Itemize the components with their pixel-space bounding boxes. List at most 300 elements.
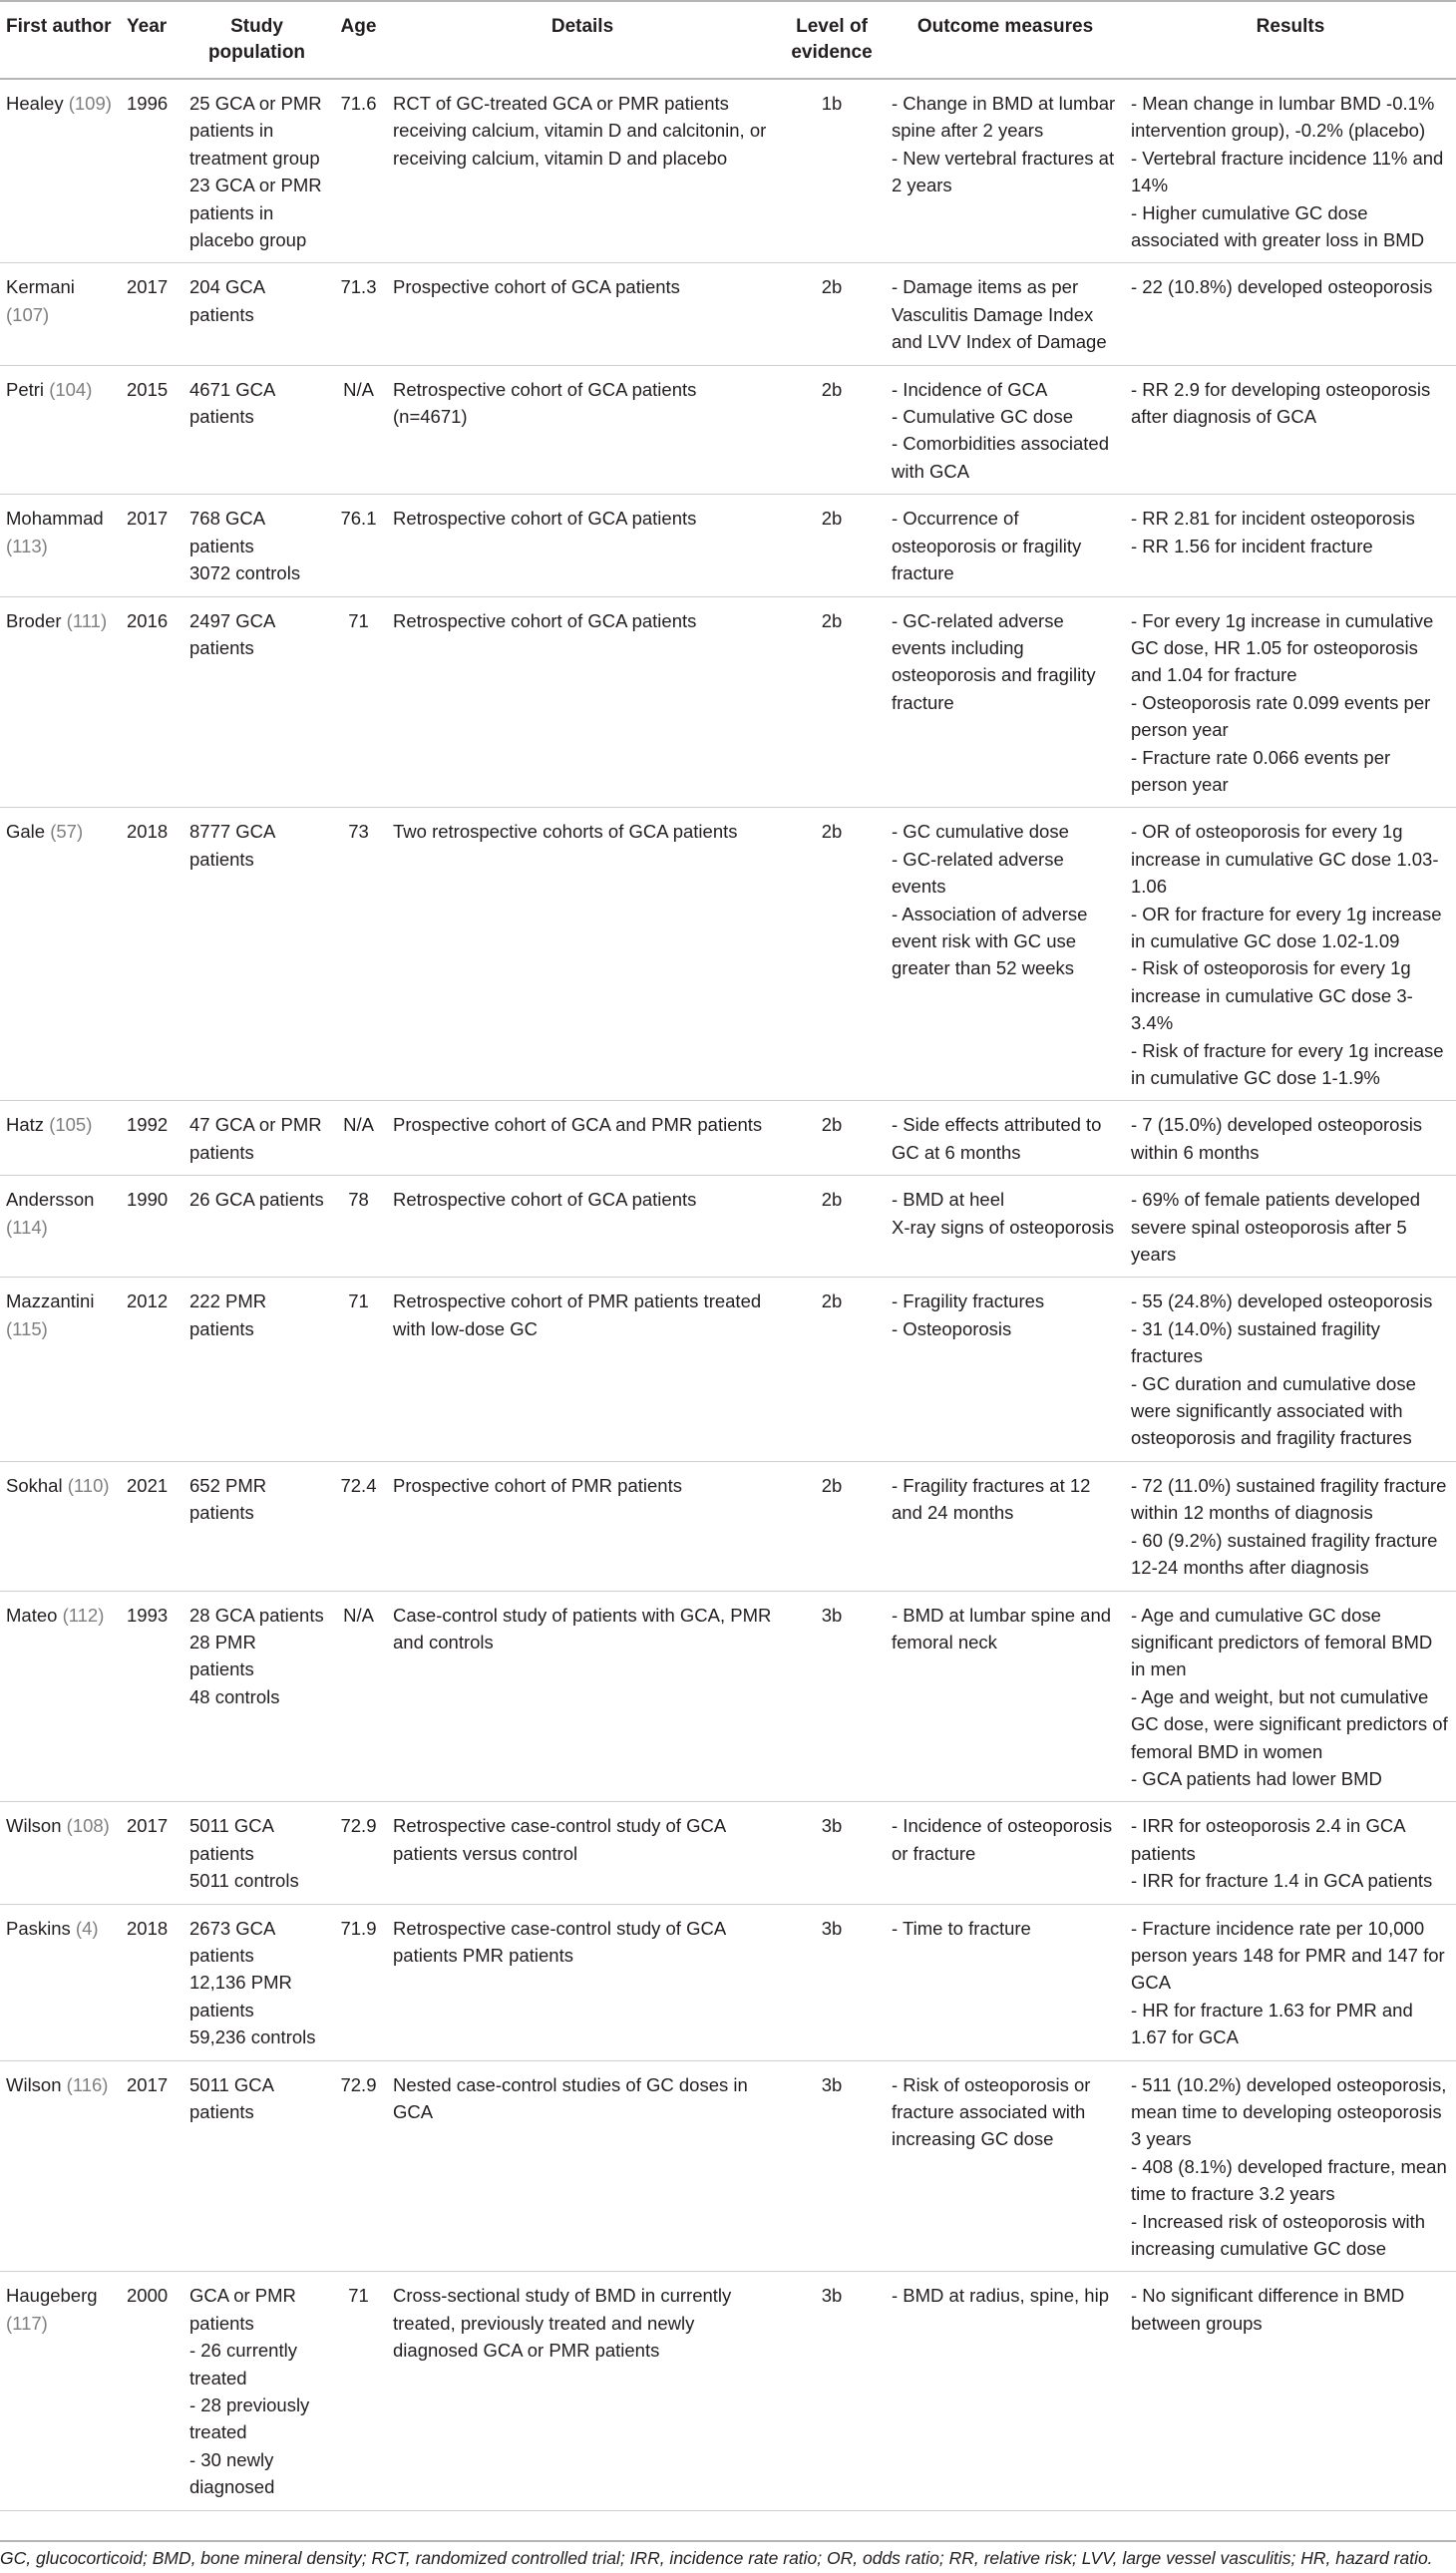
details-text: RCT of GC-treated GCA or PMR patients receiving calcium, vitamin D and calcitonin, or receiving calcium, vitamin D and placebo <box>393 93 767 169</box>
age-cell <box>330 1802 387 1904</box>
author-name: Healey <box>6 93 64 114</box>
first-author-cell <box>0 263 121 365</box>
year-cell <box>121 79 183 263</box>
result-line: - Age and weight, but not cumulative GC dose, were significant predictors of femoral BMD in women <box>1131 1685 1448 1762</box>
outcomes-cell <box>886 79 1125 263</box>
population-cell <box>183 1591 330 1802</box>
results-cell <box>1125 79 1456 263</box>
outcome-line: - Incidence of osteoporosis or fracture <box>892 1815 1113 1864</box>
year-value: 1990 <box>127 1189 169 1211</box>
header-results: Results <box>1125 1 1456 79</box>
year-cell <box>121 365 183 495</box>
outcome-line: - Comorbidities associated with GCA <box>892 433 1109 482</box>
result-line: - Fracture rate 0.066 events per person year <box>1131 746 1391 795</box>
outcome-line: - Side effects attributed to GC at 6 months <box>892 1114 1102 1163</box>
population-line: 8777 GCA patients <box>189 821 275 870</box>
population-line: 12,136 PMR patients <box>189 1972 292 2021</box>
details-text: Prospective cohort of GCA and PMR patients <box>393 1114 763 1136</box>
author-name: Sokhal <box>6 1474 63 1496</box>
results-cell <box>1125 365 1456 495</box>
year-value: 1993 <box>127 1604 169 1626</box>
details-text: Retrospective cohort of GCA patients (n=4671) <box>393 378 697 428</box>
outcomes-cell <box>886 596 1125 808</box>
outcome-line: - Cumulative GC dose <box>892 406 1073 428</box>
outcomes-cell <box>886 1176 1125 1278</box>
author-name: Hatz <box>6 1114 45 1136</box>
details-cell <box>387 2060 778 2272</box>
result-line: - IRR for fracture 1.4 in GCA patients <box>1131 1870 1433 1892</box>
table-row <box>0 1904 1456 2060</box>
results-cell <box>1125 1278 1456 1461</box>
population-line: 4671 GCA patients <box>189 378 275 428</box>
population-cell <box>183 1278 330 1461</box>
year-cell <box>121 1278 183 1461</box>
reference-citation: (116) <box>66 2073 109 2095</box>
outcome-line: X-ray signs of osteoporosis <box>892 1216 1115 1238</box>
population-cell <box>183 365 330 495</box>
results-cell <box>1125 263 1456 365</box>
population-line: 23 GCA or PMR patients in placebo group <box>189 175 322 251</box>
reference-citation: (117) <box>6 2312 48 2334</box>
result-line: - Fracture incidence rate per 10,000 person years 148 for PMR and 147 for GCA <box>1131 1917 1445 1994</box>
population-line: 2497 GCA patients <box>189 609 275 658</box>
year-cell <box>121 1461 183 1591</box>
population-line: 25 GCA or PMR patients in treatment group <box>189 93 322 169</box>
outcome-line: - GC cumulative dose <box>892 821 1069 843</box>
result-line: - RR 1.56 for incident fracture <box>1131 535 1373 556</box>
year-value: 2017 <box>127 2073 169 2095</box>
result-line: - OR of osteoporosis for every 1g increase in cumulative GC dose 1.03-1.06 <box>1131 821 1439 898</box>
outcomes-cell <box>886 495 1125 596</box>
first-author-cell <box>0 1278 121 1461</box>
first-author-cell <box>0 1176 121 1278</box>
first-author-cell <box>0 495 121 596</box>
table-row <box>0 365 1456 495</box>
population-cell <box>183 1461 330 1591</box>
details-text: Prospective cohort of PMR patients <box>393 1474 682 1496</box>
details-text: Cross-sectional study of BMD in currently treated, previously treated and newly diagnosed GCA or PMR patients <box>393 2285 732 2362</box>
year-value: 1996 <box>127 93 169 114</box>
details-cell <box>387 1461 778 1591</box>
age-cell <box>330 2060 387 2272</box>
first-author-cell <box>0 2272 121 2510</box>
year-value: 2000 <box>127 2285 169 2307</box>
population-line: GCA or PMR patients <box>189 2285 296 2334</box>
author-name: Wilson <box>6 1815 62 1837</box>
level-cell <box>778 495 886 596</box>
reference-citation: (110) <box>67 1474 110 1496</box>
reference-citation: (113) <box>6 535 48 556</box>
age-cell <box>330 1461 387 1591</box>
population-cell <box>183 495 330 596</box>
outcome-line: - BMD at heel <box>892 1189 1005 1211</box>
year-value: 2017 <box>127 508 169 530</box>
outcomes-cell <box>886 1461 1125 1591</box>
age-cell <box>330 263 387 365</box>
year-cell <box>121 1802 183 1904</box>
details-text: Retrospective case-control study of GCA patients PMR patients <box>393 1917 726 1966</box>
outcomes-cell <box>886 263 1125 365</box>
first-author-cell <box>0 1591 121 1802</box>
population-cell <box>183 2060 330 2272</box>
details-cell <box>387 596 778 808</box>
population-line: 28 PMR patients <box>189 1631 256 1680</box>
year-value: 2016 <box>127 609 169 631</box>
table-row <box>0 2272 1456 2510</box>
details-cell <box>387 263 778 365</box>
header-year: Year <box>121 1 183 79</box>
table-row <box>0 596 1456 808</box>
details-text: Retrospective case-control study of GCA patients versus control <box>393 1815 726 1864</box>
level-cell <box>778 596 886 808</box>
result-line: - 60 (9.2%) sustained fragility fracture 12-24 months after diagnosis <box>1131 1529 1438 1579</box>
result-line: - 511 (10.2%) developed osteoporosis, mean time to developing osteoporosis 3 years <box>1131 2073 1447 2150</box>
result-line: - Age and cumulative GC dose significant predictors of femoral BMD in men <box>1131 1604 1433 1680</box>
age-cell <box>330 1591 387 1802</box>
table-header-row <box>0 1 1456 79</box>
author-name: Mazzantini <box>6 1290 95 1312</box>
reference-citation: (57) <box>50 821 84 843</box>
level-cell <box>778 1101 886 1176</box>
evidence-level: 3b <box>821 2073 843 2095</box>
details-cell <box>387 1904 778 2060</box>
results-cell <box>1125 596 1456 808</box>
reference-citation: (4) <box>75 1917 99 1939</box>
table-row <box>0 1176 1456 1278</box>
outcome-line: - Time to fracture <box>892 1917 1031 1939</box>
results-cell <box>1125 1461 1456 1591</box>
population-line: 652 PMR patients <box>189 1474 267 1524</box>
table-row <box>0 1461 1456 1591</box>
population-line: 204 GCA patients <box>189 276 265 325</box>
outcome-line: - Change in BMD at lumbar spine after 2 years <box>892 93 1116 142</box>
details-cell <box>387 1802 778 1904</box>
table-row <box>0 1591 1456 1802</box>
result-line: - 31 (14.0%) sustained fragility fractures <box>1131 1317 1380 1367</box>
population-cell <box>183 1101 330 1176</box>
level-cell <box>778 1904 886 2060</box>
year-cell <box>121 1591 183 1802</box>
age-cell <box>330 2272 387 2510</box>
year-cell <box>121 495 183 596</box>
evidence-level: 2b <box>821 1474 843 1496</box>
details-text: Two retrospective cohorts of GCA patients <box>393 821 738 843</box>
evidence-level: 2b <box>821 1189 843 1211</box>
population-cell <box>183 2272 330 2510</box>
result-line: - Risk of osteoporosis for every 1g increase in cumulative GC dose 3-3.4% <box>1131 957 1413 1034</box>
age-cell <box>330 79 387 263</box>
population-line: 768 GCA patients <box>189 508 265 556</box>
evidence-level: 3b <box>821 1604 843 1626</box>
details-cell <box>387 495 778 596</box>
evidence-level: 2b <box>821 1290 843 1312</box>
results-cell <box>1125 1591 1456 1802</box>
age-cell <box>330 808 387 1101</box>
population-line: 59,236 controls <box>189 2026 316 2048</box>
outcome-line: - GC-related adverse events including osteoporosis and fragility fracture <box>892 609 1096 713</box>
outcomes-cell <box>886 1802 1125 1904</box>
results-cell <box>1125 1904 1456 2060</box>
result-line: - Mean change in lumbar BMD -0.1% intervention group), -0.2% (placebo) <box>1131 93 1435 142</box>
table-row <box>0 1278 1456 1461</box>
author-name: Broder <box>6 609 62 631</box>
population-cell <box>183 1904 330 2060</box>
table-row <box>0 1101 1456 1176</box>
year-value: 2012 <box>127 1290 169 1312</box>
result-line: - Risk of fracture for every 1g increase in cumulative GC dose 1-1.9% <box>1131 1039 1444 1088</box>
table-row <box>0 1802 1456 1904</box>
details-text: Prospective cohort of GCA patients <box>393 276 680 298</box>
result-line: - Increased risk of osteoporosis with increasing cumulative GC dose <box>1131 2210 1426 2260</box>
result-line: - Vertebral fracture incidence 11% and 14% <box>1131 147 1444 196</box>
level-cell <box>778 2060 886 2272</box>
outcome-line: - BMD at lumbar spine and femoral neck <box>892 1604 1112 1653</box>
first-author-cell <box>0 79 121 263</box>
details-text: Case-control study of patients with GCA, PMR and controls <box>393 1604 772 1653</box>
result-line: - GC duration and cumulative dose were significantly associated with osteoporosis and fragility fractures <box>1131 1372 1416 1449</box>
details-cell <box>387 1176 778 1278</box>
result-line: - 69% of female patients developed severe spinal osteoporosis after 5 years <box>1131 1189 1421 1266</box>
age-value: 71 <box>348 609 369 631</box>
results-cell <box>1125 2060 1456 2272</box>
header-age: Age <box>330 1 387 79</box>
result-line: - GCA patients had lower BMD <box>1131 1767 1382 1789</box>
level-cell <box>778 1176 886 1278</box>
age-cell <box>330 1904 387 2060</box>
population-line: - 28 previously treated <box>189 2394 310 2443</box>
result-line: - 7 (15.0%) developed osteoporosis within 6 months <box>1131 1114 1423 1163</box>
evidence-level: 2b <box>821 1114 843 1136</box>
reference-citation: (105) <box>49 1114 93 1136</box>
population-line: 5011 GCA patients <box>189 2073 273 2122</box>
age-value: 72.9 <box>340 2073 377 2095</box>
level-cell <box>778 365 886 495</box>
population-cell <box>183 596 330 808</box>
outcome-line: - Incidence of GCA <box>892 378 1048 400</box>
result-line: - No significant difference in BMD between groups <box>1131 2285 1405 2334</box>
evidence-level: 1b <box>821 93 843 114</box>
details-text: Retrospective cohort of GCA patients <box>393 609 697 631</box>
author-name: Andersson <box>6 1189 95 1211</box>
year-cell <box>121 1904 183 2060</box>
age-value: 72.4 <box>340 1474 377 1496</box>
result-line: - 55 (24.8%) developed osteoporosis <box>1131 1290 1433 1312</box>
table-row <box>0 79 1456 263</box>
author-name: Wilson <box>6 2073 62 2095</box>
age-value: N/A <box>343 1114 374 1136</box>
outcomes-cell <box>886 1101 1125 1176</box>
outcomes-cell <box>886 1591 1125 1802</box>
outcome-line: - Damage items as per Vasculitis Damage Index and LVV Index of Damage <box>892 276 1107 353</box>
author-name: Paskins <box>6 1917 71 1939</box>
age-value: 73 <box>348 821 369 843</box>
population-line: 26 GCA patients <box>189 1189 324 1211</box>
population-line: 222 PMR patients <box>189 1290 267 1339</box>
population-line: 48 controls <box>189 1685 280 1707</box>
age-value: 71.3 <box>340 276 377 298</box>
population-line: 5011 controls <box>189 1870 299 1892</box>
outcome-line: - Fragility fractures at 12 and 24 months <box>892 1474 1091 1524</box>
level-cell <box>778 1461 886 1591</box>
outcome-line: - GC-related adverse events <box>892 848 1064 898</box>
details-text: Retrospective cohort of PMR patients treated with low-dose GC <box>393 1290 762 1339</box>
evidence-level: 2b <box>821 378 843 400</box>
details-cell <box>387 1591 778 1802</box>
reference-citation: (109) <box>68 93 112 114</box>
first-author-cell <box>0 1101 121 1176</box>
result-line: - 72 (11.0%) sustained fragility fracture within 12 months of diagnosis <box>1131 1474 1447 1524</box>
author-name: Kermani <box>6 276 75 298</box>
age-cell <box>330 1176 387 1278</box>
outcome-line: - New vertebral fractures at 2 years <box>892 147 1115 196</box>
table-body <box>0 79 1456 2510</box>
year-value: 2015 <box>127 378 169 400</box>
evidence-level: 2b <box>821 276 843 298</box>
year-cell <box>121 1101 183 1176</box>
evidence-level: 3b <box>821 2285 843 2307</box>
table-footnote: GC, glucocorticoid; BMD, bone mineral density; RCT, randomized controlled trial; IRR, incidence rate ratio; OR, odds ratio; RR, relative risk; LVV, large vessel vasculitis; HR, hazard ratio. <box>0 2540 1456 2569</box>
reference-citation: (104) <box>49 378 93 400</box>
year-value: 1992 <box>127 1114 169 1136</box>
year-value: 2018 <box>127 821 169 843</box>
details-cell <box>387 79 778 263</box>
population-line: 2673 GCA patients <box>189 1917 275 1966</box>
details-cell <box>387 1101 778 1176</box>
header-details: Details <box>387 1 778 79</box>
result-line: - Osteoporosis rate 0.099 events per person year <box>1131 691 1431 741</box>
table-row <box>0 808 1456 1101</box>
first-author-cell <box>0 365 121 495</box>
evidence-level: 3b <box>821 1815 843 1837</box>
first-author-cell <box>0 2060 121 2272</box>
reference-citation: (115) <box>6 1317 48 1339</box>
outcomes-cell <box>886 1278 1125 1461</box>
level-cell <box>778 808 886 1101</box>
age-value: N/A <box>343 378 374 400</box>
outcomes-cell <box>886 365 1125 495</box>
reference-citation: (108) <box>66 1815 110 1837</box>
year-cell <box>121 263 183 365</box>
year-cell <box>121 596 183 808</box>
outcomes-cell <box>886 2272 1125 2510</box>
age-value: 71.9 <box>340 1917 377 1939</box>
outcomes-cell <box>886 808 1125 1101</box>
outcomes-cell <box>886 2060 1125 2272</box>
first-author-cell <box>0 1904 121 2060</box>
age-value: 71 <box>348 2285 369 2307</box>
year-cell <box>121 2060 183 2272</box>
result-line: - OR for fracture for every 1g increase in cumulative GC dose 1.02-1.09 <box>1131 903 1442 951</box>
results-cell <box>1125 495 1456 596</box>
details-cell <box>387 808 778 1101</box>
reference-citation: (112) <box>62 1604 105 1626</box>
outcomes-cell <box>886 1904 1125 2060</box>
first-author-cell <box>0 1461 121 1591</box>
population-line: 5011 GCA patients <box>189 1815 273 1864</box>
outcome-line: - BMD at radius, spine, hip <box>892 2285 1109 2307</box>
year-value: 2018 <box>127 1917 169 1939</box>
age-cell <box>330 495 387 596</box>
author-name: Gale <box>6 821 46 843</box>
result-line: - 22 (10.8%) developed osteoporosis <box>1131 276 1433 298</box>
age-cell <box>330 1278 387 1461</box>
header-outcome-measures: Outcome measures <box>886 1 1125 79</box>
outcome-line: - Risk of osteoporosis or fracture associated with increasing GC dose <box>892 2073 1091 2150</box>
level-cell <box>778 1802 886 1904</box>
population-line: - 26 currently treated <box>189 2340 297 2389</box>
author-name: Mohammad <box>6 508 104 530</box>
population-cell <box>183 808 330 1101</box>
age-value: N/A <box>343 1604 374 1626</box>
reference-citation: (114) <box>6 1216 48 1238</box>
details-text: Retrospective cohort of GCA patients <box>393 508 697 530</box>
age-value: 71 <box>348 1290 369 1312</box>
population-cell <box>183 1802 330 1904</box>
year-cell <box>121 2272 183 2510</box>
population-line: 47 GCA or PMR patients <box>189 1114 322 1163</box>
age-value: 76.1 <box>340 508 377 530</box>
result-line: - IRR for osteoporosis 2.4 in GCA patients <box>1131 1815 1405 1864</box>
results-cell <box>1125 1176 1456 1278</box>
header-level-of-evidence: Level of evidence <box>778 1 886 79</box>
result-line: - RR 2.81 for incident osteoporosis <box>1131 508 1415 530</box>
outcome-line: - Osteoporosis <box>892 1317 1012 1339</box>
age-cell <box>330 1101 387 1176</box>
evidence-level: 2b <box>821 508 843 530</box>
result-line: - For every 1g increase in cumulative GC dose, HR 1.05 for osteoporosis and 1.04 for fracture <box>1131 609 1434 686</box>
first-author-cell <box>0 1802 121 1904</box>
age-cell <box>330 596 387 808</box>
level-cell <box>778 2272 886 2510</box>
level-cell <box>778 1278 886 1461</box>
evidence-level: 2b <box>821 609 843 631</box>
age-value: 78 <box>348 1189 369 1211</box>
population-line: - 30 newly diagnosed <box>189 2448 275 2498</box>
author-name: Haugeberg <box>6 2285 98 2307</box>
results-cell <box>1125 2272 1456 2510</box>
result-line: - Higher cumulative GC dose associated with greater loss in BMD <box>1131 201 1425 251</box>
table-row <box>0 263 1456 365</box>
age-cell <box>330 365 387 495</box>
first-author-cell <box>0 596 121 808</box>
population-cell <box>183 1176 330 1278</box>
evidence-level: 3b <box>821 1917 843 1939</box>
population-line: 28 GCA patients <box>189 1604 324 1626</box>
author-name: Mateo <box>6 1604 58 1626</box>
header-study-population: Study population <box>183 1 330 79</box>
results-cell <box>1125 1101 1456 1176</box>
population-cell <box>183 263 330 365</box>
year-value: 2017 <box>127 1815 169 1837</box>
level-cell <box>778 79 886 263</box>
details-text: Retrospective cohort of GCA patients <box>393 1189 697 1211</box>
evidence-level: 2b <box>821 821 843 843</box>
details-cell <box>387 1278 778 1461</box>
author-name: Petri <box>6 378 45 400</box>
result-line: - 408 (8.1%) developed fracture, mean time to fracture 3.2 years <box>1131 2155 1447 2205</box>
results-cell <box>1125 808 1456 1101</box>
year-cell <box>121 1176 183 1278</box>
outcome-line: - Occurrence of osteoporosis or fragility fracture <box>892 508 1082 584</box>
table-row <box>0 2060 1456 2272</box>
level-cell <box>778 1591 886 1802</box>
details-text: Nested case-control studies of GC doses in GCA <box>393 2073 748 2122</box>
age-value: 71.6 <box>340 93 377 114</box>
outcome-line: - Fragility fractures <box>892 1290 1045 1312</box>
header-first-author: First author <box>0 1 121 79</box>
population-cell <box>183 79 330 263</box>
result-line: - RR 2.9 for developing osteoporosis after diagnosis of GCA <box>1131 378 1431 428</box>
